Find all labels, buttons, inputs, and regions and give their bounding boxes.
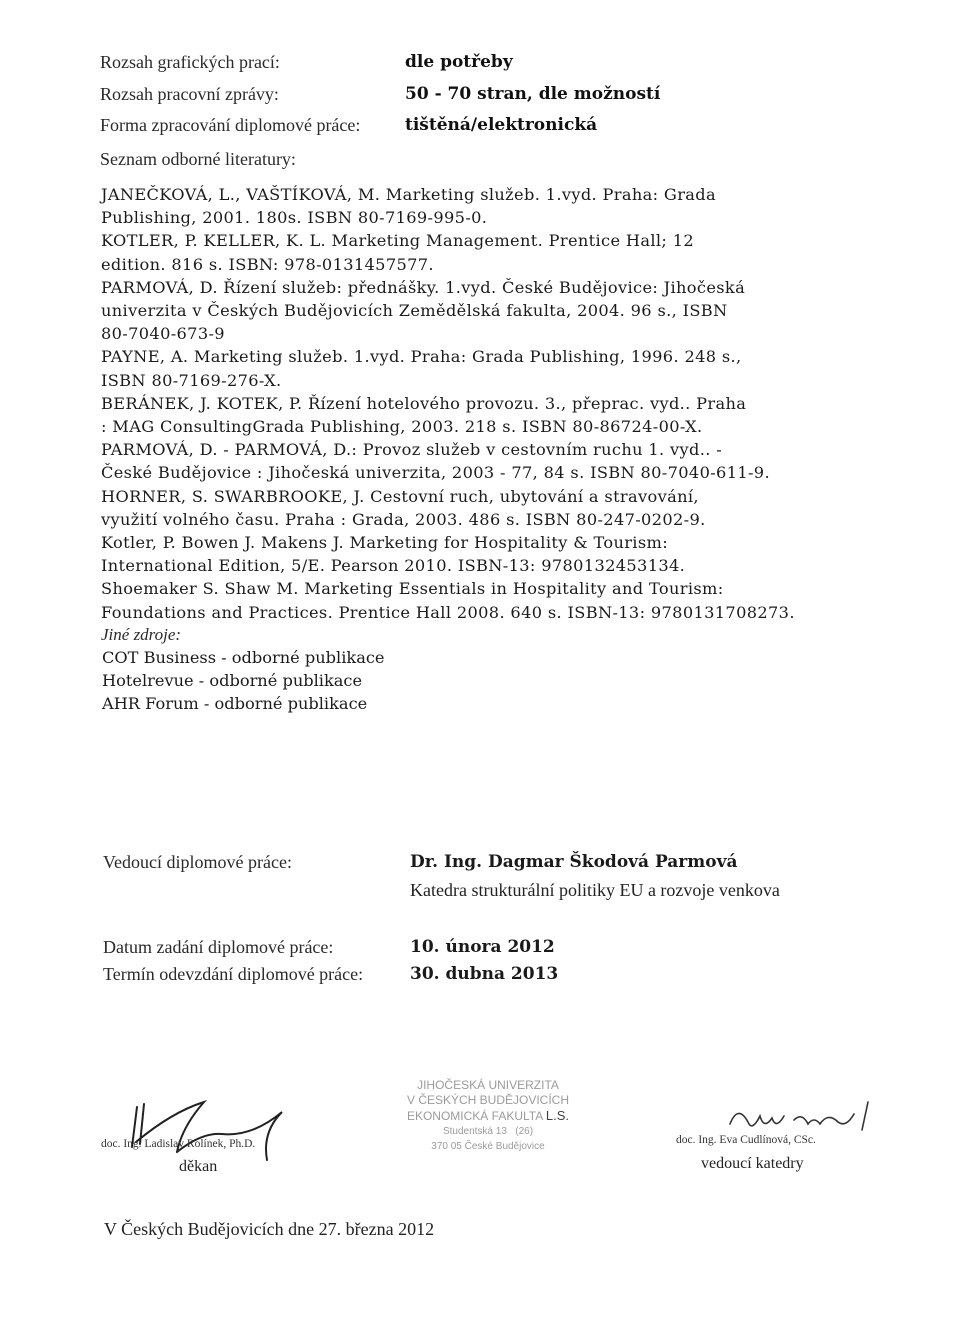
dean-name: doc. Ing. Ladislav Rolínek, Ph.D.: [101, 1138, 256, 1150]
literature-line: HORNER, S. SWARBROOKE, J. Cestovní ruch, ubytování a stravování,: [101, 486, 699, 506]
stamp-line: JIHOČESKÁ UNIVERZITA: [417, 1078, 559, 1092]
literature-line: ISBN 80-7169-276-X.: [101, 370, 282, 390]
literature-line: České Budějovice : Jihočeská univerzita, 2003 - 77, 84 s. ISBN 80-7040-611-9.: [101, 463, 770, 483]
report-scope-label: Rozsah pracovní zprávy:: [100, 83, 279, 104]
literature-line: Shoemaker S. Shaw M. Marketing Essentials in Hospitality and Tourism:: [101, 579, 724, 599]
other-source-item: AHR Forum - odborné publikace: [102, 694, 368, 714]
university-stamp: [393, 1078, 583, 1154]
due-date-label: Termín odevzdání diplomové práce:: [103, 964, 364, 984]
stamp-line: 370 05 České Budějovice: [431, 1141, 545, 1152]
report-scope-row: [100, 79, 660, 109]
literature-line: : MAG ConsultingGrada Publishing, 2003. 218 s. ISBN 80-86724-00-X.: [101, 417, 703, 437]
graphics-scope-label: Rozsah grafických prací:: [100, 51, 280, 72]
stamp-ls-mark: L.S.: [545, 1108, 570, 1123]
stamp-line: Studentská 13 (26): [442, 1126, 534, 1137]
head-name: doc. Ing. Eva Cudlínová, CSc.: [676, 1134, 816, 1146]
literature-line: 80-7040-673-9: [101, 324, 225, 344]
graphics-scope-value: dle potřeby: [405, 52, 513, 72]
literature-line: univerzita v Českých Budějovicích Zemědělská fakulta, 2004. 96 s., ISBN: [101, 301, 728, 321]
literature-line: BERÁNEK, J. KOTEK, P. Řízení hotelového provozu. 3., přeprac. vyd.. Praha: [101, 393, 747, 413]
thesis-form-label: Forma zpracování diplomové práce:: [100, 114, 361, 135]
literature-line: edition. 816 s. ISBN: 978-0131457577.: [101, 254, 434, 274]
literature-line: PAYNE, A. Marketing služeb. 1.vyd. Praha: Grada Publishing, 1996. 248 s.,: [101, 347, 742, 367]
literature-line: PARMOVÁ, D. - PARMOVÁ, D.: Provoz služeb v cestovním ruchu 1. vyd.. -: [101, 440, 723, 460]
supervisor-label: Vedoucí diplomové práce:: [103, 852, 292, 872]
literature-label: Seznam odborné literatury:: [100, 149, 296, 169]
literature-line: Publishing, 2001. 180s. ISBN 80-7169-995-0.: [101, 208, 488, 228]
thesis-form-row: [100, 110, 597, 140]
other-sources-list: [102, 646, 385, 716]
due-date-value: 30. dubna 2013: [410, 964, 559, 984]
literature-line: PARMOVÁ, D. Řízení služeb: přednášky. 1.vyd. České Budějovice: Jihočeská: [101, 277, 746, 297]
literature-line: KOTLER, P. KELLER, K. L. Marketing Management. Prentice Hall; 12: [101, 231, 694, 251]
other-source-item: Hotelrevue - odborné publikace: [102, 671, 363, 691]
graphics-scope-row: [100, 47, 513, 77]
stamp-line: V ČESKÝCH BUDĚJOVICÍCH: [406, 1093, 570, 1107]
other-source-item: COT Business - odborné publikace: [102, 648, 385, 667]
dean-role: děkan: [179, 1158, 218, 1175]
stamp-number: (26): [515, 1126, 534, 1137]
literature-line: JANEČKOVÁ, L., VAŠTÍKOVÁ, M. Marketing služeb. 1.vyd. Praha: Grada: [101, 185, 717, 204]
assignment-date-value: 10. února 2012: [410, 937, 555, 957]
literature-line: International Edition, 5/E. Pearson 2010. ISBN-13: 9780132453134.: [101, 556, 686, 576]
place-date-footer: V Českých Budějovicích dne 27. března 2012: [104, 1219, 435, 1239]
literature-line: Kotler, P. Bowen J. Makens J. Marketing for Hospitality & Tourism:: [101, 533, 668, 553]
stamp-line: EKONOMICKÁ FAKULTA L.S.: [406, 1108, 570, 1123]
supervisor-department: Katedra strukturální politiky EU a rozvoje venkova: [410, 880, 780, 900]
report-scope-value: 50 - 70 stran, dle možností: [405, 84, 661, 104]
literature-line: využití volného času. Praha : Grada, 2003. 486 s. ISBN 80-247-0202-9.: [101, 509, 706, 529]
head-role: vedoucí katedry: [701, 1155, 804, 1172]
assignment-date-label: Datum zadání diplomové práce:: [103, 937, 334, 957]
literature-list: [101, 183, 881, 624]
supervisor-name: Dr. Ing. Dagmar Škodová Parmová: [410, 852, 738, 872]
thesis-form-value: tištěná/elektronická: [405, 115, 598, 135]
dean-signature: [112, 1092, 312, 1162]
other-sources-label: Jiné zdroje:: [101, 625, 182, 644]
literature-line: Foundations and Practices. Prentice Hall 2008. 640 s. ISBN-13: 9780131708273.: [101, 602, 795, 622]
